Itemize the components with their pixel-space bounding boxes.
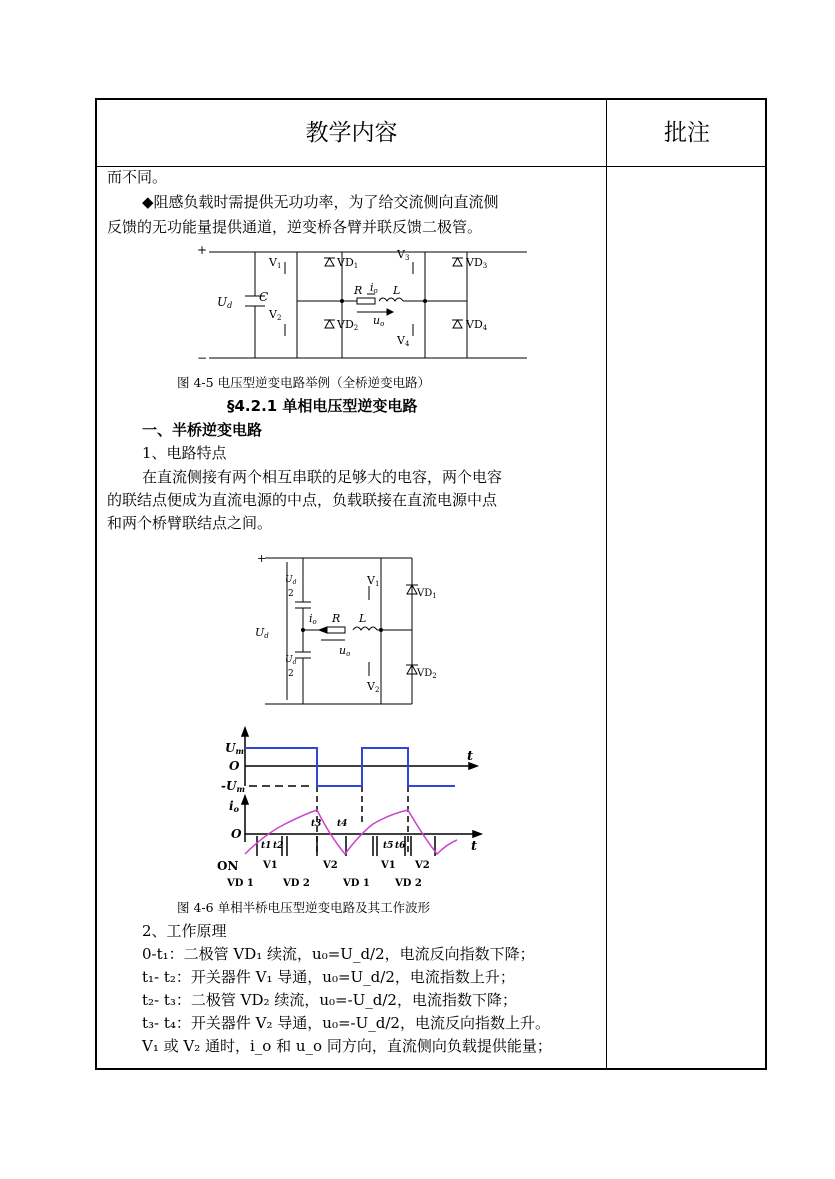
header-divider: [97, 166, 765, 167]
half-ud-upper-den: 2: [288, 589, 294, 599]
v1-on-label: V1: [263, 860, 278, 871]
t1-label: t1: [261, 841, 272, 851]
time-label: t: [471, 839, 478, 854]
time-label: t: [467, 749, 474, 764]
figure-full-bridge-circuit: [197, 244, 537, 364]
plus-label: +: [257, 552, 267, 565]
vd3-label: VD3: [466, 256, 488, 270]
text-line: t₃- t₄：开关器件 V₂ 导通，u₀=-U_d/2，电流反向指数上升。: [142, 1014, 550, 1032]
vd2-on-label: VD 2: [283, 878, 310, 889]
figure-caption: 图 4-5 电压型逆变电路举例（全桥逆变电路）: [177, 375, 431, 390]
io-axis-label: io: [229, 799, 239, 814]
v2-on-label: V2: [415, 860, 430, 871]
t4-label: t4: [337, 819, 348, 829]
origin-label: O: [231, 827, 242, 841]
text-line: 而不同。: [107, 168, 168, 186]
t6-label: t6: [395, 841, 406, 851]
ud-label: Ud: [255, 626, 269, 640]
v1-label: V1: [367, 574, 380, 588]
v2-label: V2: [269, 308, 282, 322]
r-label: R: [332, 612, 341, 625]
half-ud-lower-den: 2: [288, 669, 294, 679]
capacitor-label: C: [259, 290, 269, 304]
t2-label: t2: [273, 841, 284, 851]
header-notes: 批注: [664, 120, 710, 146]
section-title: §4.2.1 单相电压型逆变电路: [227, 397, 418, 415]
ud-label: Ud: [217, 295, 233, 310]
vd1-label: $VD_1$: [417, 588, 437, 600]
figure-waveforms: [217, 726, 495, 891]
l-label: L: [359, 612, 367, 625]
minus-label: −: [197, 351, 208, 365]
text-line: 反馈的无功能量提供通道，逆变桥各臂并联反馈二极管。: [107, 218, 483, 236]
l-label: L: [393, 284, 401, 297]
t3-label: t3: [311, 819, 322, 829]
v1-on-label: V1: [381, 860, 396, 871]
vd2-label: VD2: [337, 318, 359, 332]
v1-label: V1: [269, 256, 282, 270]
column-divider: [606, 100, 607, 1068]
figure-half-bridge-circuit: [247, 550, 437, 710]
text-line: 在直流侧接有两个相互串联的足够大的电容，两个电容: [142, 468, 503, 486]
v2-on-label: V2: [323, 860, 338, 871]
um-label: Um: [225, 741, 244, 756]
half-ud-lower: $U_d$: [285, 655, 297, 666]
heading-half-bridge: 一、半桥逆变电路: [142, 421, 263, 439]
vd1-on-label: VD 1: [343, 878, 370, 889]
vd1-on-label: VD 1: [227, 878, 254, 889]
vd1-label: VD1: [337, 256, 359, 270]
half-ud-upper: $U_d$: [285, 575, 297, 586]
uo-label: uo: [339, 644, 351, 658]
neg-um-label: -Um: [221, 779, 245, 794]
r-label: R: [354, 284, 363, 297]
heading-working-principle: 2、工作原理: [142, 922, 227, 940]
text-line: V₁ 或 V₂ 通时，i_o 和 u_o 同方向，直流侧向负载提供能量；: [142, 1037, 552, 1055]
heading-circuit-features: 1、电路特点: [142, 444, 227, 462]
text-line: 的联结点便成为直流电源的中点，负载联接在直流电源中点: [107, 491, 498, 509]
io-label: io: [370, 281, 378, 295]
vd2-label: $VD_2$: [417, 668, 437, 680]
text-line: t₂- t₃：二极管 VD₂ 续流，u₀=-U_d/2，电流指数下降；: [142, 991, 517, 1009]
text-line: ◆阻感负载时需提供无功功率，为了给交流侧向直流侧: [142, 193, 499, 211]
t5-label: t5: [383, 841, 394, 851]
vd4-label: VD4: [466, 318, 488, 332]
uo-label: uo: [373, 314, 385, 328]
v3-label: V3: [397, 248, 410, 262]
io-label: io: [309, 612, 317, 626]
text-line: t₁- t₂：开关器件 V₁ 导通，u₀=U_d/2，电流指数上升；: [142, 968, 515, 986]
voltage-waveform: [245, 748, 455, 786]
v2-label: V2: [367, 680, 380, 694]
header-teaching-content: 教学内容: [305, 120, 398, 146]
vd2-on-label: VD 2: [395, 878, 422, 889]
origin-label: O: [229, 759, 240, 773]
on-label: ON: [217, 859, 239, 873]
v4-label: V4: [397, 334, 410, 348]
text-line: 和两个桥臂联结点之间。: [107, 514, 273, 532]
text-line: 0-t₁：二极管 VD₁ 续流，u₀=U_d/2，电流反向指数下降；: [142, 945, 535, 963]
figure-caption: 图 4-6 单相半桥电压型逆变电路及其工作波形: [177, 900, 431, 915]
plus-label: +: [197, 243, 208, 257]
